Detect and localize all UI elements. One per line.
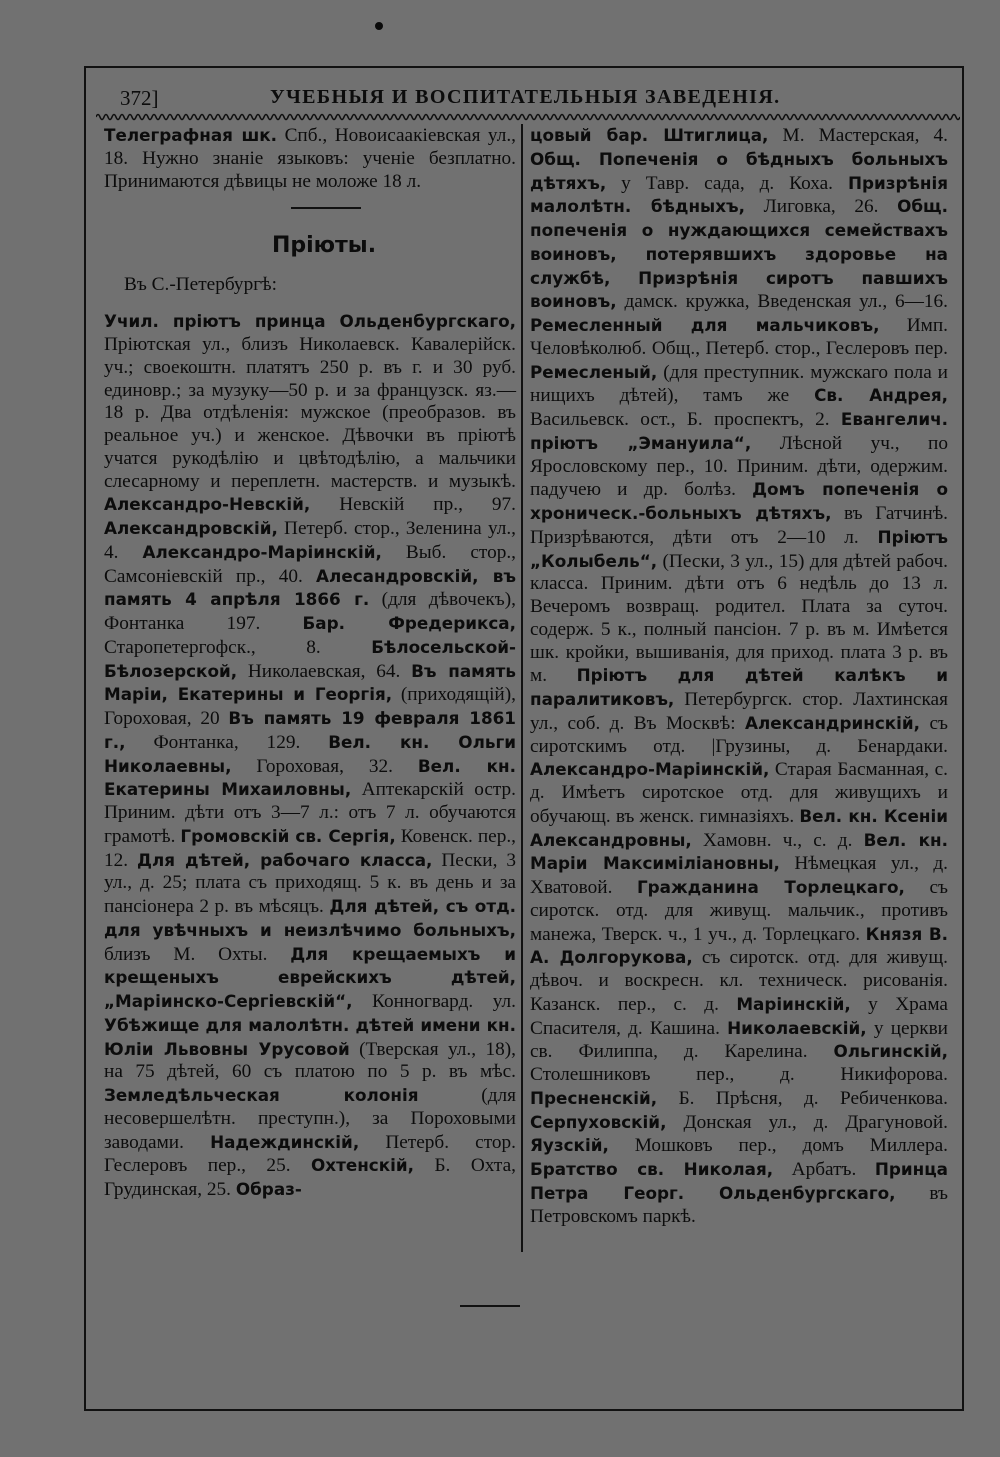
entry-text: Выб. стор., Самсоніевскій пр., 40. xyxy=(104,541,516,587)
entry-name: Учил. пріютъ принца Ольденбургскаго, xyxy=(104,311,516,332)
section-title: Пріюты. xyxy=(271,232,377,258)
entry-text: Имп. Человѣколюб. Общ., Петерб. стор., Геслеровъ пер. xyxy=(530,315,948,359)
column-divider xyxy=(521,124,523,1252)
entry-text: Б. Прѣсня, д. Ребиченкова. xyxy=(657,1087,948,1109)
entry-text: Хамовн. ч., с. д. xyxy=(691,829,864,851)
entry-name: Вел. кн. Маріи Максиміліановны, xyxy=(530,829,948,874)
entry-name: Домъ попеченія о хроническ.-больныхъ дѣтяхъ, xyxy=(530,479,948,523)
entry-name: Общ. попеченія о нуждающихся семействахъ воиновъ, потерявшихъ здоровье на службѣ, Призрѣнія сиротъ павшихъ воиновъ, xyxy=(530,196,948,312)
entry-text: близъ М. Охты. xyxy=(104,943,291,965)
entry-name: Телеграфная шк. xyxy=(104,125,278,145)
entry-name: Призрѣнія малолѣтн. бѣдныхъ, xyxy=(530,172,948,217)
entry-name: Ремесленый, xyxy=(530,361,658,382)
entry-text: Лиговка, 26. xyxy=(745,196,898,218)
entry-text: Нѣмецкая ул., д. Хватовой. xyxy=(530,853,949,898)
entry-text: Мошковъ пер., домъ Миллера. xyxy=(608,1135,948,1157)
entry-text: М. Мастерская, 4. xyxy=(768,125,948,146)
entry-name: Для дѣтей, рабочаго класса, xyxy=(137,849,433,870)
entry-text: Конногвард. ул. xyxy=(352,991,516,1012)
entry-text: Пріютская ул., близъ Николаевск. Кавалерійск. уч.; своекоштн. платятъ 250 р. въ г. и 30 руб. единовр.; за музуку—50 р. и за французск. яз.—18 р. Два отдѣленія: мужское (преобразов. въ реальное уч.) и женское. Дѣвочки въ пріютѣ учатся рукодѣлію и цвѣтодѣлію, а мальчики слесарному и переплетн. мастерств. и музыкѣ. xyxy=(104,334,516,492)
entry-text: Донская ул., д. Драгуновой. xyxy=(666,1111,948,1133)
entry-text: Невскій пр., 97. xyxy=(310,494,516,516)
entries-right xyxy=(530,124,948,1228)
wavy-rule xyxy=(96,111,960,123)
entry-name: Евангелич. пріютъ „Эмануила“, xyxy=(530,409,948,453)
entry-name: Гражданина Торлецкаго, xyxy=(636,877,905,897)
entry-name: Охтенскій, xyxy=(311,1155,415,1176)
entry-text: съ сиротскимъ отд. |Грузины, д. Бенардаки. xyxy=(530,712,948,757)
entry-text: Лѣсной уч., по Ярословскому пер., 10. Приним. дѣти, одержим. падучею и др. болѣз. xyxy=(530,432,948,501)
entry-text: (Пески, 3 ул., 15) для дѣтей рабоч. класса. Приним. дѣти отъ 6 недѣль до 13 л. Вечеромъ возвращ. родител. Плата за суточ. содерж. 5 к., полный пансіон. 7 р. въ м. Имѣется шк. кройки, вышиванія, для приход. плата 3 р. въ м. xyxy=(530,550,948,687)
entry-text: Васильевск. ост., Б. проспектъ, 2. xyxy=(530,409,841,430)
entry-name: Бар. Фредерикса, xyxy=(302,613,516,633)
entry-telegraph xyxy=(104,124,516,193)
entry-text: Ковенск. пер., 12. xyxy=(104,825,516,871)
entry-text: Пески, 3 ул., д. 25; плата съ приходящ. 5 к. въ день и за пансіонера 2 р. въ мѣсяцъ. xyxy=(104,849,516,917)
entry-name: цовый бар. Штиглица, xyxy=(530,125,769,145)
entry-text: Б. Охта, Грудинская, 25. xyxy=(104,1155,516,1200)
entry-name: Надеждинскій, xyxy=(210,1131,360,1152)
entry-text: дамск. кружка, Введенская ул., 6—16. xyxy=(616,291,948,313)
entry-text: Петербургск. стор. Лахтинская ул., соб. д. Въ Москвѣ: xyxy=(530,689,948,734)
entries-left xyxy=(104,310,516,1202)
entry-name: Принца Петра Георг. Ольденбургскаго, xyxy=(530,1159,948,1203)
entry-name: Маріинскій, xyxy=(736,993,851,1014)
entry-text: Аптекарскій остр. Приним. дѣти отъ 3—7 л.: отъ 7 л. обучаются грамотѣ. xyxy=(104,779,516,847)
entry-text: Столешниковъ пер., д. Никифорова. xyxy=(530,1064,948,1085)
entry-name: Громовскій св. Сергія, xyxy=(180,825,396,846)
right-column xyxy=(530,124,948,1228)
entry-text: Спб., Новоисаакіевская ул., 18. Нужно знаніе языковъ: ученіе безплатно. Принимаются дѣвицы не моложе 18 л. xyxy=(104,125,516,192)
entry-name: Для крещаемыхъ и крещеныхъ еврейскихъ дѣтей, „Маріинско-Сергіевскій“, xyxy=(104,943,516,1011)
entry-name: Алесандровскій, въ память 4 апрѣля 1866 г. xyxy=(104,565,516,610)
entry-name: Вел. кн. Ольги Николаевны, xyxy=(104,731,516,776)
entry-name: Александровскій, xyxy=(104,518,278,538)
running-title: УЧЕБНЫЯ И ВОСПИТАТЕЛЬНЫЯ ЗАВЕДЕНІЯ. xyxy=(270,86,781,108)
entry-text: Петерб. стор., Зеленина ул., 4. xyxy=(104,518,516,563)
entry-name: Въ память 19 февраля 1861 г., xyxy=(104,708,516,752)
entry-name: Яузскій, xyxy=(530,1135,609,1156)
entry-text: у Храма Спасителя, д. Кашина. xyxy=(530,993,948,1039)
entry-name: Убѣжище для малолѣтн. дѣтей имени кн. Юліи Львовны Урусовой xyxy=(104,1014,516,1059)
entry-name: Общ. Попеченія о бѣдныхъ больныхъ дѣтяхъ, xyxy=(530,148,948,193)
entry-text: Фонтанка, 129. xyxy=(125,731,329,753)
entry-text: у Тавр. сада, д. Коха. xyxy=(606,172,848,194)
entry-name: Александро-Маріинскій, xyxy=(530,759,770,780)
entry-name: Пресненскій, xyxy=(530,1087,658,1108)
entry-text: Арбатъ. xyxy=(773,1159,875,1180)
entry-text: (приходящій), Гороховая, 20 xyxy=(104,684,516,729)
entry-text: Петерб. стор. Геслеровъ пер., 25. xyxy=(104,1131,516,1177)
page-number: 372] xyxy=(120,86,159,110)
entry-name: Вел. кн. Ксеніи Александровны, xyxy=(530,805,948,850)
entry-name: Въ память Маріи, Екатерины и Георгія, xyxy=(104,660,516,705)
left-column xyxy=(104,124,516,1202)
entry-name: Ремесленный для мальчиковъ, xyxy=(530,315,880,335)
entry-name: Братство св. Николая, xyxy=(530,1159,774,1179)
entry-name: Земледѣльческая колонія xyxy=(104,1085,419,1105)
entry-text: (для преступник. мужскаго пола и нищихъ дѣтей), тамъ же xyxy=(530,361,948,407)
city-heading: Въ С.-Петербургѣ: xyxy=(124,273,277,295)
section-divider xyxy=(291,207,361,209)
entry-text: Гороховая, 32. xyxy=(231,755,418,777)
entry-name: Св. Андрея, xyxy=(814,385,948,406)
entry-text: (для несовершелѣтн. преступн.), за Пороховыми заводами. xyxy=(104,1085,516,1153)
entry-name: Бѣлосельской-Бѣлозерской, xyxy=(104,636,516,681)
entry-name: Александро-Невскій, xyxy=(104,494,311,515)
entry-name: Для дѣтей, съ отд. для увѣчныхъ и неизлѣчимо больныхъ, xyxy=(104,896,516,940)
entry-text: съ сиротск. отд. для живущ. мальчик., противъ манежа, Тверск. ч., 1 уч., д. Торлецкаго. xyxy=(530,877,948,945)
entry-text: Старопетергофск., 8. xyxy=(104,636,372,658)
entry-name: Серпуховскій, xyxy=(530,1111,667,1132)
ink-speck xyxy=(375,22,383,30)
end-rule xyxy=(460,1305,520,1307)
entry-name: Пріютъ для дѣтей калѣкъ и паралитиковъ, xyxy=(530,665,948,709)
entry-text: съ сиротск. отд. для живущ. дѣвоч. и воскресн. кл. техническ. рисованія. Казанск. пер., с. д. xyxy=(530,947,948,1015)
entry-name: Ольгинскій, xyxy=(833,1041,948,1062)
entry-name: Александро-Маріинскій, xyxy=(142,541,382,562)
entry-text: въ Гатчинѣ. Призрѣваются, дѣти отъ 2—10 л. xyxy=(530,503,948,548)
entry-name: Вел. кн. Екатерины Михаиловны, xyxy=(104,755,516,800)
entry-name: Образ- xyxy=(235,1179,302,1199)
entry-name: Князя В. А. Долгорукова, xyxy=(530,923,948,968)
entry-text: Николаевская, 64. xyxy=(237,660,412,682)
entry-text: Старая Басманная, с. д. Имѣетъ сиротское отд. для живущихъ и обучающ. въ женск. гимназіяхъ. xyxy=(530,759,948,827)
entry-name: Александринскій, xyxy=(745,712,921,733)
entry-text: (для дѣвочекъ), Фонтанка 197. xyxy=(104,589,516,634)
entry-text: въ Петровскомъ паркѣ. xyxy=(530,1182,948,1227)
entry-text: у церкви св. Филиппа, д. Карелина. xyxy=(530,1017,949,1063)
entry-name: Николаевскій, xyxy=(727,1017,867,1038)
entry-name: Пріютъ „Колыбель“, xyxy=(530,526,948,571)
entry-text: (Тверская ул., 18), на 75 дѣтей, 60 съ платою по 5 р. въ мѣс. xyxy=(104,1038,516,1083)
